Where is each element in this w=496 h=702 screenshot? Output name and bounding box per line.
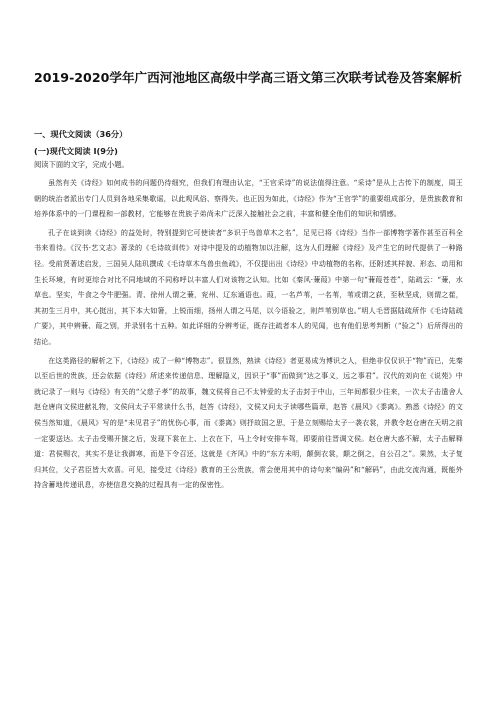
paragraph: 虽然有关《诗经》如何成书的问题仍待细究，但我们有理由认定，“王官采诗”的说法值得注意。“采诗”是从上古传下的制度，周王朝的统治者派出专门人员到各地采集歌谣，以此观风俗、察得失。也正因为如此，《诗经》作为“王官学”的重要组成部分，是贵族教育和培养体系中的一门课程和一部教材，它能够在贵族子弟尚未广泛深入接触社会之前，丰富和健全他们的知识和情感。 [34,178,463,219]
article-body [34,175,463,496]
section-heading: 一、现代文阅读（36分） [34,129,128,139]
paragraph: 在这类路径的解析之下，《诗经》成了一种“博物志”。很显然，熟读《诗经》者更易成为博识之人，但绝非仅仅识于“物”而已，先秦以至后世的贵族，还会依据《诗经》所述来传递信息、理解隐义，因识于“事”而做到“达之事义，远之事君”。汉代的刘向在《说苑》中就记录了一则与《诗经》有关的“父慈子孝”的故事，魏文侯将自己不太钟爱的太子击封于中山，三年间都很少往来，一次太子击遣舍人赵仓唐向文侯进献礼物，文侯问太子平常读什么书，赵答《诗经》，文侯又问太子读哪些篇章，赵答《晨风》《黍离》。熟悉《诗经》的文侯当然知道，《晨风》写的是“未见君子”的忧伤心事，而《黍离》则抒故国之思，于是立刻赐给太子一袭衣裳，并教令赵仓唐在天明之前一定要送达。太子击受赐开箧之后，发现下裳在上、上衣在下，马上令时安排车驾，即要前往晋调文侯。赵仓唐大惑不解，太子击解释道：君侯赐衣，其实不是让我御寒，而是下令召还，这就是《齐风》中的“东方未明，颠倒衣裳，颠之倒之，自公召之”。果然，太子复归其位，父子君臣皆大欢喜。可见，接受过《诗经》教育的王公贵族，常会使用其中的诗句来“编码”和“解码”，由此交流沟通，既能外持含蓄地传递讯息，亦使信息交换的过程具有一定的保密性。 [34,355,463,490]
subsection-heading: (一)现代文阅读 I(9分) [34,146,118,156]
document-title: 2019-2020学年广西河池地区高级中学高三语文第三次联考试卷及答案解析 [34,70,462,85]
paragraph: 孔子在谈到读《诗经》的益处时，特别提到它可使读者“多识于鸟兽草木之名”，足见已将《诗经》当作一部博物学著作甚至百科全书来看待。《汉书·艺文志》著录的《毛诗故训传》对诗中提及的动植物加以注解，这为人们理解《诗经》及产生它的时代提供了一种路径。受前贤著述启发，三国吴人陆玑撰成《毛诗草木鸟兽虫鱼疏》，不仅提出出《诗经》中动植物的名称，还附述其样貌、形态、动用和生长环境，有时更综合对比不同地域的不同称呼以丰富人们对该物之认知。比如《秦风·蒹葭》中第一句“蒹葭苍苍”，陆疏云：“蒹，水草也。坚实，牛食之令牛肥强。青、徐州人谓之蒹，兖州、辽东通语也。葭，一名芦苇，一名苇，苇或谓之荻，至秋坚成，则谓之萑，其初生三月中，其心挺出，其下本大如箸，上锐而细，扬州人谓之马尾，以今语验之，则芦苇别草也。”明人毛晋据陆疏所作《毛诗陆疏广要》，其中辨蒹、葭之别，并录别名十五种。如此详细的分辨考证，既存注疏者本人的见闻，也有他们思考判断（“验之”）后所得出的结论。 [34,227,463,346]
reading-prompt: 阅读下面的文字，完成小题。 [34,160,129,169]
